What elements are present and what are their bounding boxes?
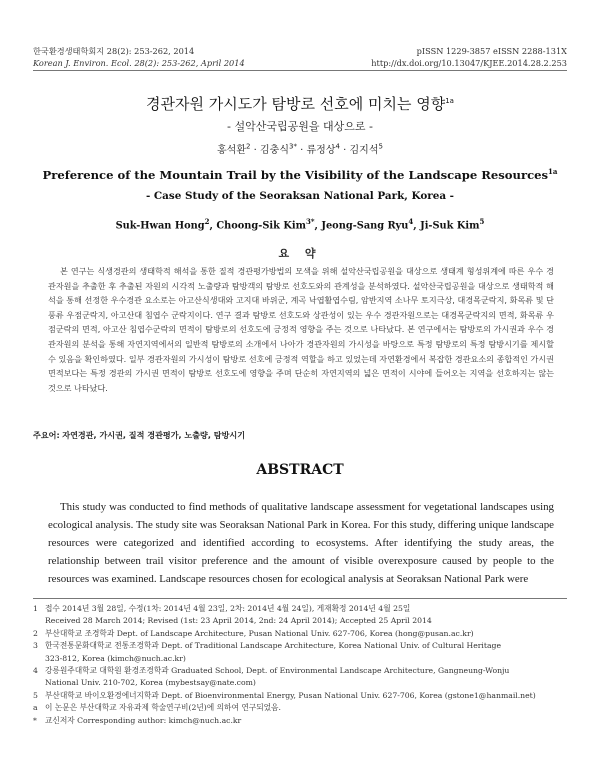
author-ko-3: 류정상 <box>306 145 336 156</box>
subtitle-english: - Case Study of the Seoraksan National Park, Korea - <box>145 190 454 202</box>
authors-english <box>0 217 600 231</box>
journal-citation-en: Korean J. Environ. Ecol. 28(2): 253-262, April 2014 <box>33 58 245 68</box>
footnote-line: 강릉원주대학교 대학원 환경조경학과 Graduated School, Dept. of Environmental Landscape Architecture, Gangneung-Wonju <box>45 666 510 676</box>
footnote-line: 이 논문은 부산대학교 자유과제 학술연구비(2년)에 의하여 연구되었음. <box>45 703 281 713</box>
title-korean <box>0 93 600 114</box>
footnote-line: 한국전통문화대학교 전통조경학과 Dept. of Traditional Landscape Architecture, Korea National Univ. of Cultural Heritage <box>45 641 502 651</box>
author-separator: · <box>296 145 307 156</box>
abstract-korean-heading: 요 약 <box>278 247 322 260</box>
author-separator: , <box>413 220 421 232</box>
footnote-5 <box>33 690 573 702</box>
author-ko-4: 김지석 <box>349 145 379 156</box>
footnote-mark: a <box>33 703 38 713</box>
footnote-line: 접수 2014년 3월 28일, 수정(1차: 2014년 4월 23일, 2차: 2014년 4월 24일), 게재확정 2014년 4월 25일 <box>45 604 411 613</box>
subtitle-korean: - 설악산국립공원을 대상으로 - <box>227 120 373 133</box>
footnote-corresponding <box>33 715 573 727</box>
issn: pISSN 1229-3857 eISSN 2288-131X <box>416 46 567 56</box>
author-separator: , <box>314 220 322 232</box>
author-en-1-mark: 2 <box>204 217 210 226</box>
footnote-mark: 3 <box>33 641 38 651</box>
abstract-english-heading: ABSTRACT <box>256 462 344 478</box>
footnote-3 <box>33 640 573 665</box>
keywords <box>33 430 573 441</box>
title-korean-footnote-mark: 1a <box>445 97 454 105</box>
footnote-line: Received 28 March 2014; Revised (1st: 23 April 2014, 2nd: 24 April 2014); Accepted 25 April 2014 <box>45 616 432 626</box>
author-separator: , <box>209 220 217 232</box>
footnotes <box>33 603 573 727</box>
author-ko-1: 홍석환 <box>217 145 246 156</box>
author-en-2-mark: 3* <box>305 217 315 226</box>
keywords-label: 주요어: <box>33 430 60 440</box>
title-english <box>0 167 600 182</box>
author-en-1: Suk-Hwan Hong <box>115 220 205 232</box>
footnote-line: National Univ. 210-702, Korea (mybestsay@nate.com) <box>45 678 256 688</box>
footnote-mark: 2 <box>33 628 38 638</box>
author-separator: · <box>339 145 350 156</box>
title-korean-text: 경관자원 가시도가 탐방로 선호에 미치는 영향 <box>146 95 446 113</box>
title-english-footnote-mark: 1a <box>548 167 558 176</box>
footnote-2 <box>33 628 573 640</box>
keywords-values: 자연경관, 가시권, 질적 경관평가, 노출량, 탐방시기 <box>62 430 246 440</box>
footnote-1 <box>33 603 573 628</box>
authors-korean <box>0 141 600 156</box>
author-ko-3-mark: 4 <box>335 142 340 151</box>
author-en-3: Jeong-Sang Ryu <box>321 220 409 232</box>
footnote-mark: 4 <box>33 666 38 676</box>
footnote-mark: 1 <box>33 604 38 613</box>
footnote-line: 교신저자 Corresponding author: kimch@nuch.ac.kr <box>45 715 242 725</box>
footnote-4 <box>33 665 573 690</box>
author-en-4-mark: 5 <box>479 217 485 226</box>
footnote-mark: 5 <box>33 690 38 700</box>
footnote-divider <box>33 598 567 599</box>
author-ko-2: 김충식 <box>260 145 289 156</box>
abstract-english-body: This study was conducted to find methods of qualitative landscape assessment for vegetational landscapes using ecological analysis. The study site was Seoraksan National Park in Korea. For this study, differing unique landscape resources were categorized and identified according to ecosystems. After identifying the study areas, the relationship between trail visitor preference and the amount of visible overexposure caused by people to the resources was examined. Landscape resources chosen for ecological analysis at Seoraksan National Park were <box>48 501 554 585</box>
footnote-mark: * <box>33 715 37 725</box>
footnote-a <box>33 702 573 714</box>
title-english-text: Preference of the Mountain Trail by the Visibility of the Landscape Resources <box>42 167 549 182</box>
journal-identifiers <box>371 45 567 69</box>
abstract-korean-body: 본 연구는 식생경관의 생태학적 해석을 통한 질적 경관평가방법의 모색을 위해 설악산국립공원을 대상으로 생태계 형성위계에 따른 우수 경관자원을 추출한 후 추출된 자원의 시각적 노출량과 탐방객의 탐방로 선호도와의 관계성을 분석하였다. 설악산국립공원을 대상으로 생태학적 해석을 통해 선정한 우수경관 요소로는 아고산식생대와 고지대 바위군, 계곡 낙엽활엽수림, 암반지역 소나무 토지극상, 대경목군락지, 화목류 및 단풍류 우점군락지, 아고산대 침엽수 군락지이다. 연구 결과 탐방로 선호도와 상관성이 있는 우수 경관자원으로는 대경목군락지의 면적, 화목류 우점군락의 면적, 아고산 침엽수군락의 면적이 탐방로의 선호도에 긍정적 영향을 주는 것으로 나타났다. 본 연구에서는 탐방로의 가시권과 우수 경관자원의 분석을 통해 자연지역에서의 일반적 탐방로의 소개에서 나아가 경관자원의 가시성을 바탕으로 특정 탐방로의 특정 탐방시기를 제시할 수 있음을 확인하였다. 일부 경관자원의 가시성이 탐방로 선호에 긍정적 역할을 하고 있었는데 자연환경에서 복잡한 경관요소의 종합적인 가시권 면적보다는 특정 경관의 가시권 면적이 탐방로 선호도에 영향을 주며 단순히 자연지역의 넓은 면적이 시야에 들어오는 지역을 선호하지는 않는 것으로 나타났다. <box>48 266 554 393</box>
footnote-line: 부산대학교 바이오환경에너지학과 Dept. of Bioenvironmental Energy, Pusan National Univ. 627-706, Korea (gstone1@hanmail.net) <box>45 690 536 700</box>
author-en-4: Ji-Suk Kim <box>420 220 480 232</box>
journal-citation-ko: 한국환경생태학회지 28(2): 253-262, 2014 <box>33 46 195 56</box>
author-ko-4-mark: 5 <box>378 142 383 151</box>
author-en-2: Choong-Sik Kim <box>216 220 306 232</box>
footnote-line: 323-812, Korea (kimch@nuch.ac.kr) <box>45 653 186 663</box>
author-en-3-mark: 4 <box>408 217 414 226</box>
author-ko-2-mark: 3* <box>289 142 297 151</box>
author-ko-1-mark: 2 <box>246 142 251 151</box>
footnote-line: 부산대학교 조경학과 Dept. of Landscape Architecture, Pusan National Univ. 627-706, Korea (hong@pusan.ac.kr) <box>45 628 474 638</box>
author-separator: · <box>250 145 261 156</box>
doi-link[interactable]: http://dx.doi.org/10.13047/KJEE.2014.28.2.253 <box>371 58 567 68</box>
header-divider <box>33 70 567 71</box>
journal-citation <box>33 45 245 69</box>
